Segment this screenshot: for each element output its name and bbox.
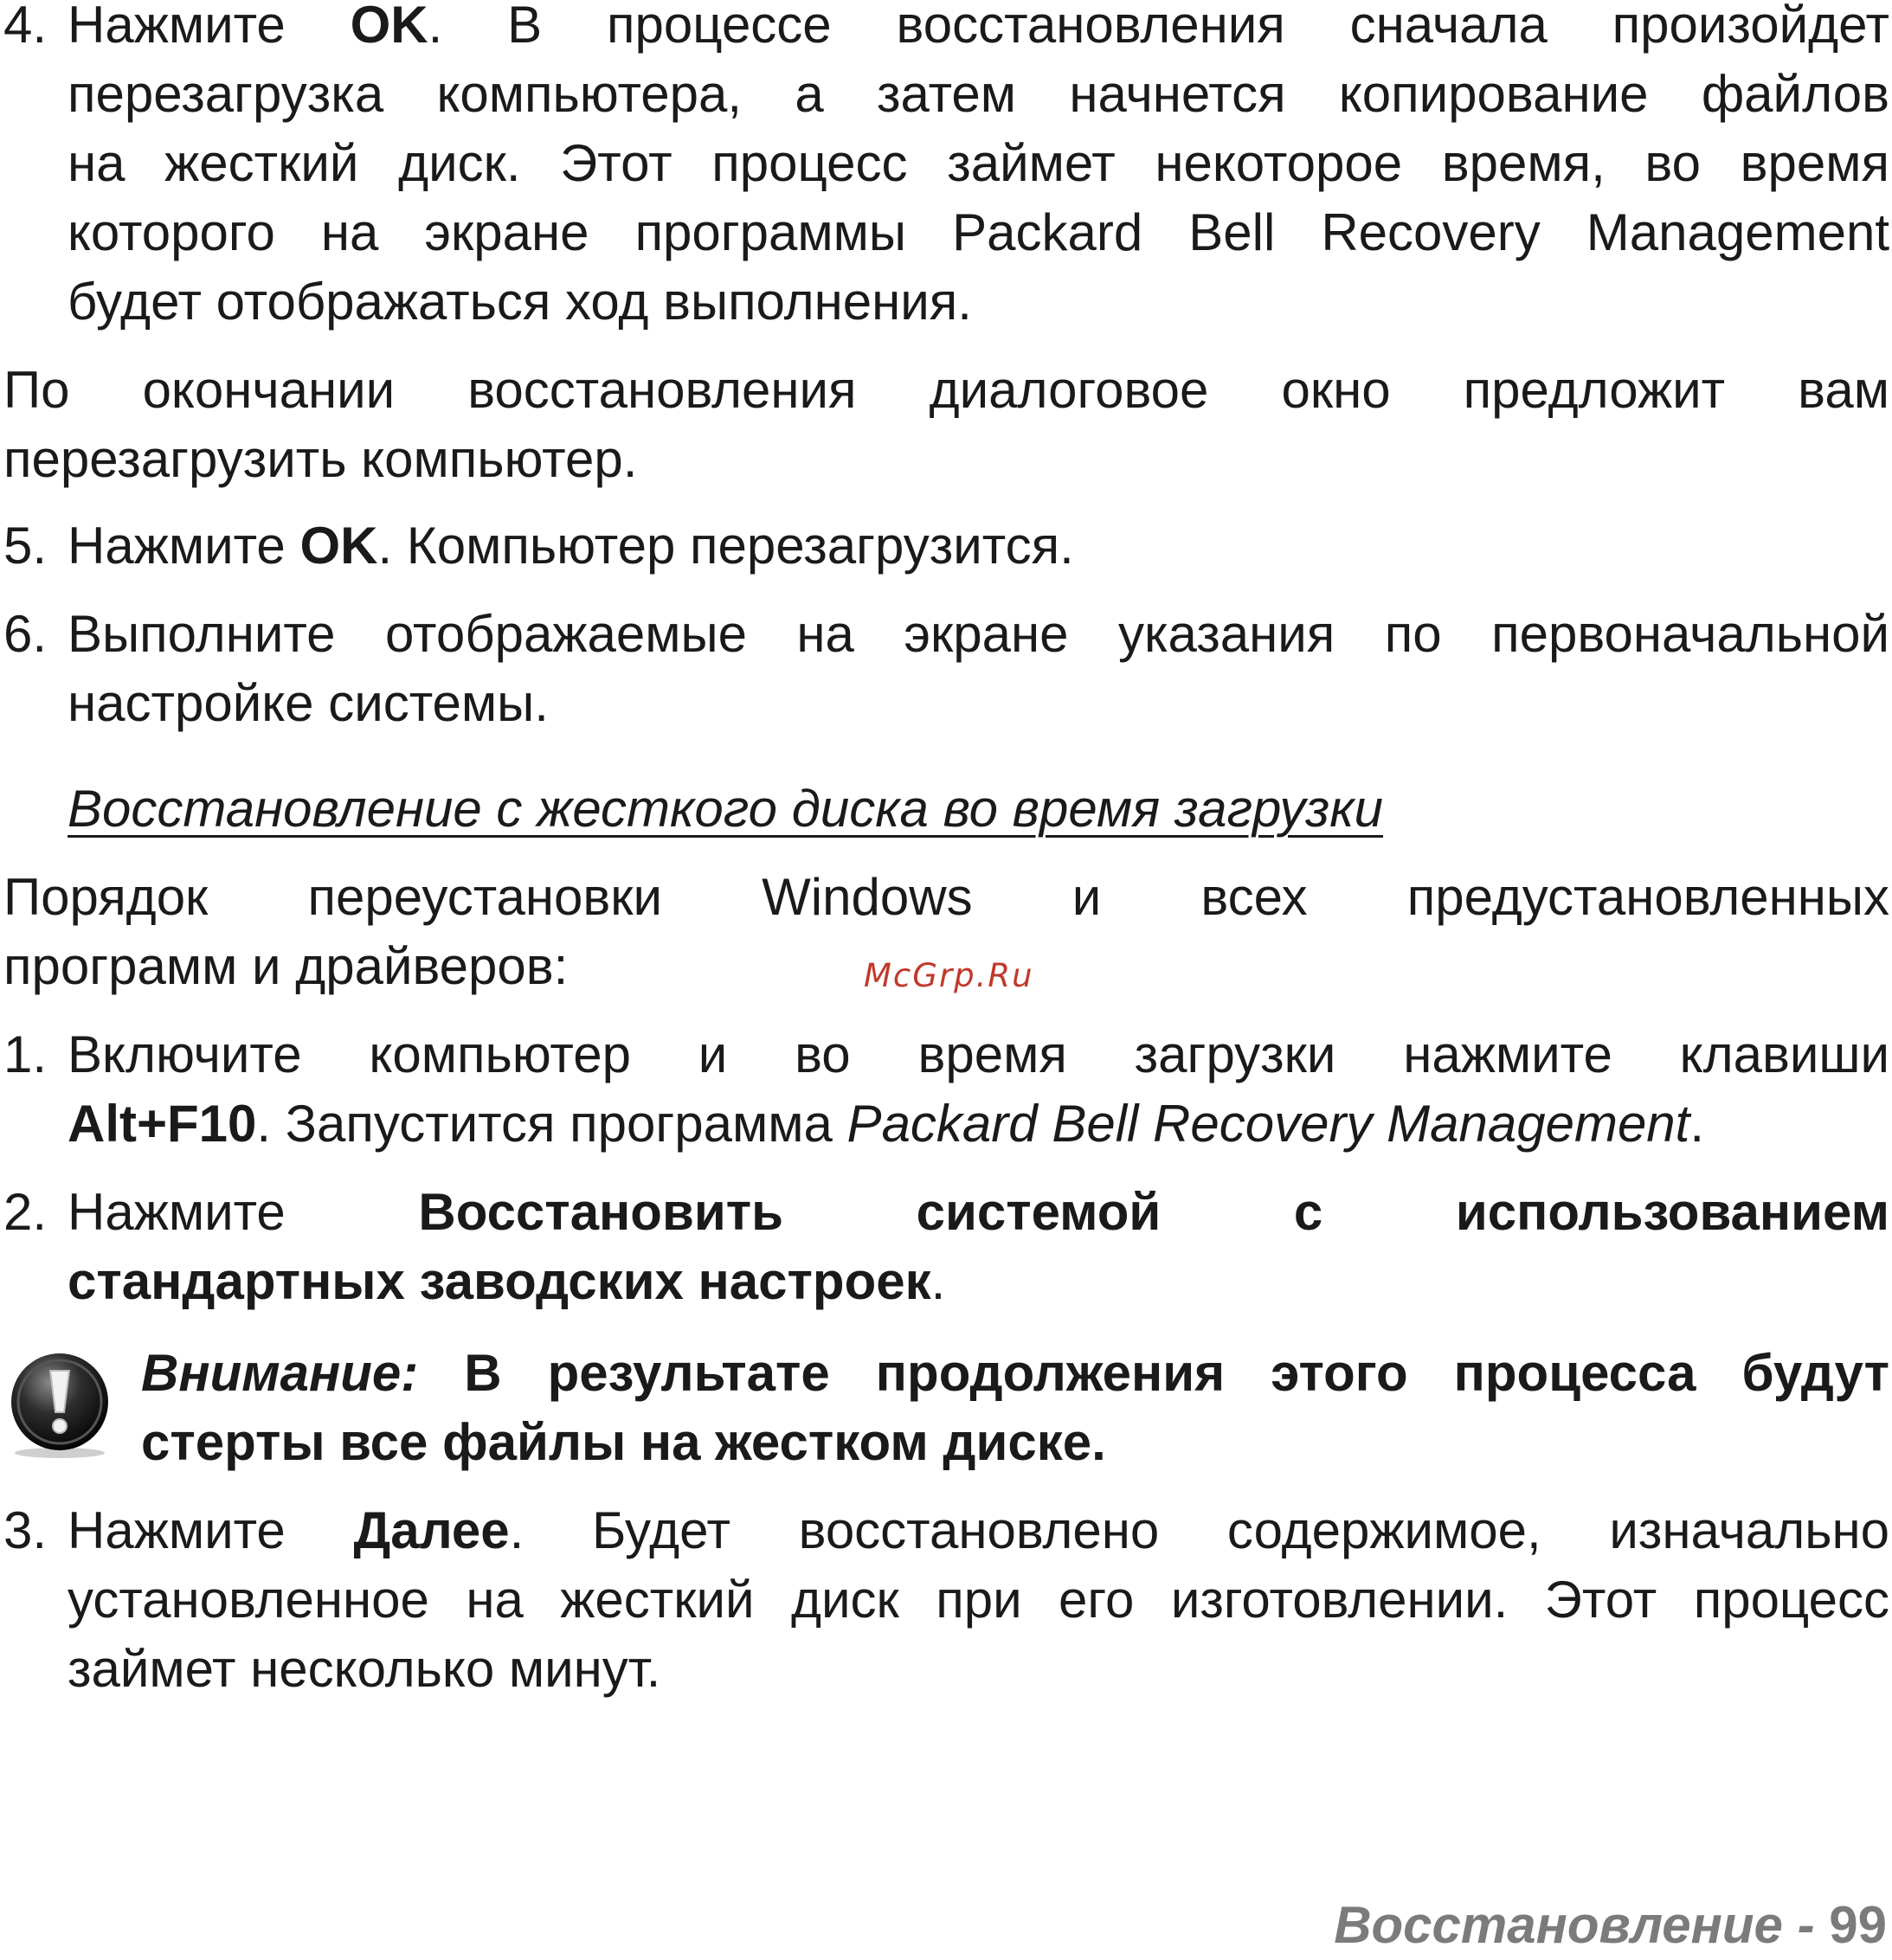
warning-label: Внимание:: [141, 1344, 419, 1402]
step-3-number: 3.: [3, 1501, 48, 1559]
step-2-line-1: Нажмите Восстановить системой с использованием: [68, 1183, 1890, 1241]
step-3-line-1: Нажмите Далее. Будет восстановлено содержимое, изначально: [68, 1501, 1890, 1559]
step-4-number: 4.: [3, 0, 48, 54]
step-6-line-2: настройке системы.: [68, 674, 549, 732]
warning-line-1: Внимание: В результате продолжения этого процесса будут: [141, 1344, 1889, 1402]
step-6-number: 6.: [3, 605, 48, 663]
step-4-line-3: на жесткий диск. Этот процесс займет некоторое время, во время: [68, 134, 1889, 192]
step-1-number: 1.: [3, 1025, 48, 1083]
page-footer: [1334, 1890, 1887, 1960]
ok-label: OK: [350, 0, 428, 54]
step-3-line-2: установленное на жесткий диск при его изготовлении. Этот процесс: [68, 1571, 1889, 1629]
app-name: Packard Bell Recovery Management: [846, 1095, 1690, 1153]
intro-line-1: Порядок переустановки Windows и всех предустановленных: [3, 868, 1889, 926]
restore-option-label-cont: стандартных заводских настроек: [68, 1252, 931, 1310]
step-4-line-5: будет отображаться ход выполнения.: [68, 273, 972, 331]
section-heading: Восстановление с жесткого диска во время загрузки: [68, 780, 1384, 838]
restore-option-label: Восстановить системой с использованием: [418, 1183, 1890, 1241]
hotkey-label: Alt+F10: [68, 1095, 257, 1153]
restart-paragraph-line-2: перезагрузить компьютер.: [3, 430, 638, 488]
step-6-line-1: Выполните отображаемые на экране указания по первоначальной: [68, 605, 1889, 663]
restart-paragraph-line-1: По окончании восстановления диалоговое окно предложит вам: [3, 361, 1889, 419]
next-label: Далее: [353, 1501, 510, 1559]
ok-label: OK: [299, 517, 378, 575]
intro-line-2: программ и драйверов:: [3, 937, 569, 995]
step-2-line-2: стандартных заводских настроек.: [68, 1252, 946, 1310]
step-5-line: Нажмите OK. Компьютер перезагрузится.: [68, 517, 1074, 575]
step-4-line-1: Нажмите OK. В процессе восстановления сначала произойдет: [68, 0, 1889, 60]
watermark: McGrp.Ru: [864, 957, 1034, 994]
page-number: 99: [1829, 1896, 1887, 1954]
step-1-line-2: Alt+F10. Запустится программа Packard Bell Recovery Management.: [68, 1095, 1705, 1153]
footer-title: Восстановление -: [1334, 1896, 1815, 1954]
warning-line-2: стерты все файлы на жестком диске.: [141, 1413, 1106, 1471]
step-5-number: 5.: [3, 517, 48, 575]
step-2-number: 2.: [3, 1183, 48, 1241]
step-4-line-4: которого на экране программы Packard Bell Recovery Management: [68, 203, 1889, 261]
exclamation-icon: [5, 1352, 114, 1461]
step-3-line-3: займет несколько минут.: [68, 1640, 661, 1698]
step-1-line-1: Включите компьютер и во время загрузки нажмите клавиши: [68, 1025, 1889, 1083]
step-4-line-2: перезагрузка компьютера, а затем начнется копирование файлов: [68, 65, 1889, 123]
